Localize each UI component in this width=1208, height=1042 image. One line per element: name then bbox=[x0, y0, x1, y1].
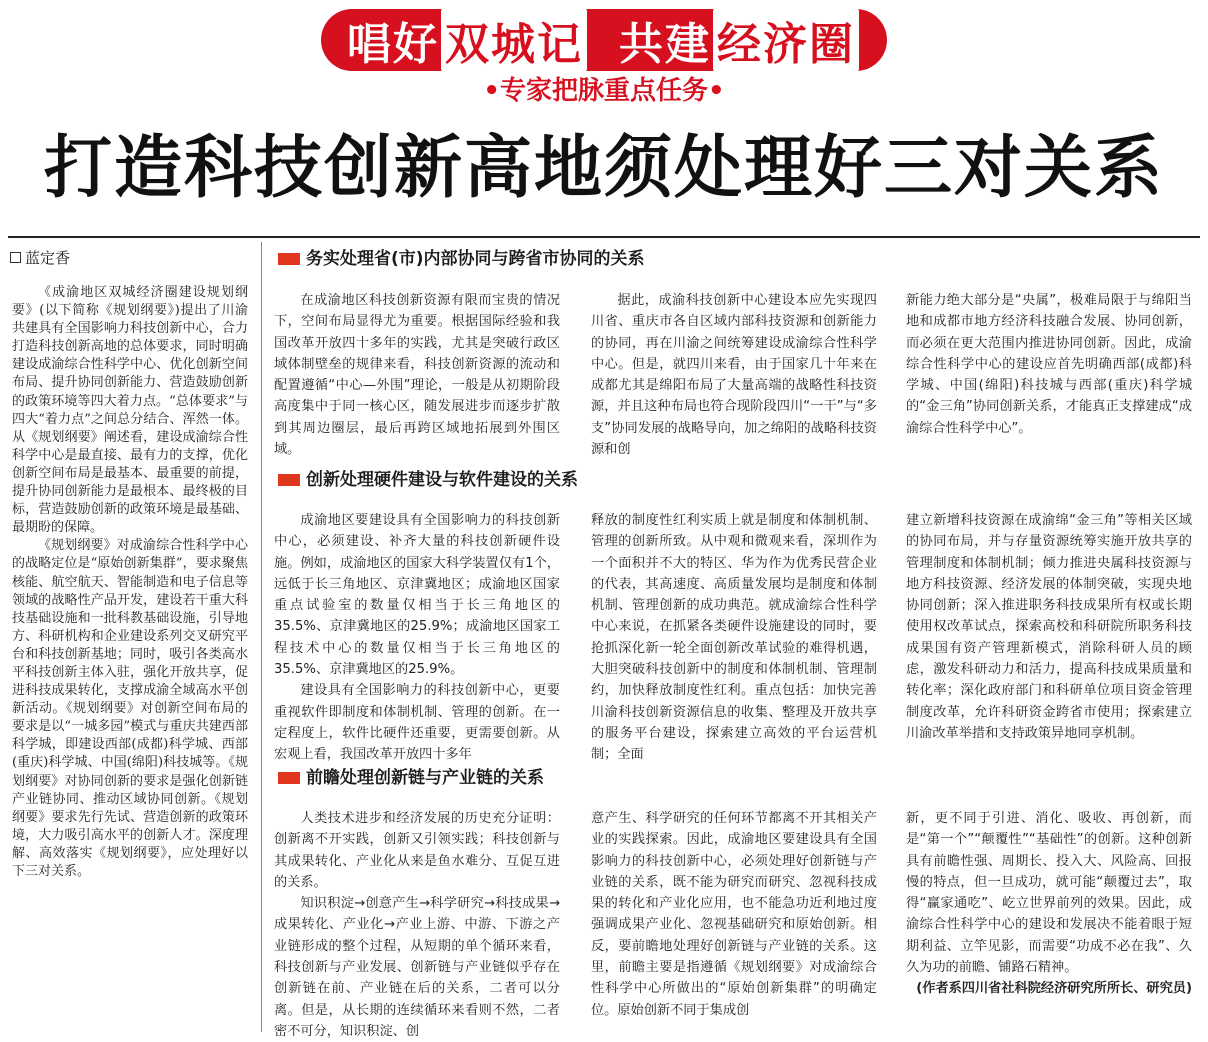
section-3-column-1 bbox=[274, 808, 560, 1039]
byline bbox=[10, 248, 70, 268]
section-1-column-1 bbox=[274, 290, 560, 460]
paragraph: 知识积淀→创意产生→科学研究→科技成果→成果转化、产业化→产业上游、中游、下游之产业链形成的整个过程，从短期的单个循环来看，科技创新与产业发展、创新链与产业链似乎存在创新链在前、产业链在后的关系，二者可以分离。但是，从长期的连续循环来看则不然，二者密不可分，知识积淀、创 bbox=[274, 896, 560, 1039]
section-2-column-2 bbox=[591, 510, 877, 763]
paragraph: 建设具有全国影响力的科技创新中心，更要重视软件即制度和体制机制、管理的创新。在一定程度上，软件比硬件还重要，更需要创新。从宏观上看，我国改革开放四十多年 bbox=[274, 683, 560, 763]
section-1-column-2 bbox=[591, 290, 877, 460]
section-3-column-2 bbox=[591, 808, 877, 1034]
section-2-column-3 bbox=[906, 510, 1192, 746]
section-marker-icon bbox=[278, 474, 300, 486]
column-divider bbox=[261, 242, 262, 1032]
paragraph: 据此，成渝科技创新中心建设本应先实现四川省、重庆市各自区域内部科技资源和创新能力的协同，再在川渝之间统筹建设成渝综合性科学中心。但是，就四川来看，由于国家几十年来在成都尤其是绵阳布局了大量高端的战略性科技资源，并且这种布局也符合现阶段四川“一干”与“多支”协同发展的战略导向，加之绵阳的战略科技资源和创 bbox=[591, 293, 877, 458]
paragraph: 成渝地区要建设具有全国影响力的科技创新中心，必须建设、补齐大量的科技创新硬件设施。例如，成渝地区的国家大科学装置仅有1个，远低于长三角地区、京津冀地区；成渝地区国家重点试验室的数量仅相当于长三角地区的35.5%、京津冀地区的25.9%；成渝地区国家工程技术中心的数量仅相当于长三角地区的35.5%、京津冀地区的25.9%。 bbox=[274, 513, 560, 678]
paragraph: 人类技术进步和经济发展的历史充分证明：创新离不开实践，创新又引领实践；科技创新与其成果转化、产业化从来是鱼水难分、互促互进的关系。 bbox=[274, 811, 560, 890]
paragraph: 新，更不同于引进、消化、吸收、再创新，而是“第一个”“颠覆性”“基础性”的创新。这种创新具有前瞻性强、周期长、投入大、风险高、回报慢的特点，但一旦成功，就可能“颠覆过去”，取得“赢家通吃”、屹立世界前列的效果。因此，成渝综合性科学中心的建设和发展决不能着眼于短期利益、立竿见影，而需要“功成不必在我”、久久为功的前瞻、铺路石精神。 bbox=[906, 811, 1192, 976]
paragraph: 建立新增科技资源在成渝绵“金三角”等相关区域的协同布局，并与存量资源统筹实施开放共享的管理制度和体制机制；倾力推进央属科技资源与地方科技资源、经济发展的体制突破，实现央地协同创新；深入推进职务科技成果所有权或长期使用权改革试点，探索高校和科研院所职务科技成果国有资产管理新模式，消除科研人员的顾虑，激发科研动力和活力，提高科技成果质量和转化率；深化政府部门和科研单位项目资金管理制度改革，允许科研资金跨省市使用；探索建立川渝改革举措和支持政策异地同享机制。 bbox=[906, 513, 1192, 741]
banner-text-1: 唱好 bbox=[347, 19, 439, 70]
section-heading-text: 务实处理省(市)内部协同与跨省市协同的关系 bbox=[306, 249, 645, 269]
section-2-column-1 bbox=[274, 510, 560, 763]
intro-paragraph: 《规划纲要》对成渝综合性科学中心的战略定位是“原始创新集群”，要求聚焦核能、航空航天、智能制造和电子信息等领域的战略性产品开发，建设若干重大科技基础设施和一批科教基础设施，引导地方、科研机构和企业建设系列交叉研究平台和科技创新基地；同时，吸引各类高水平科技创新主体入驻，强化开放共享，促进科技成果转化，支撑成渝全域高水平创新活动。《规划纲要》对创新空间布局的要求是以“一城多园”模式与重庆共建西部科学城，即建设西部(成都)科学城、西部(重庆)科学城、中国(绵阳)科技城等。《规划纲要》对协同创新的要求是强化创新链产业链协同、推动区域协同创新。《规划纲要》要求先行先试、营造创新的政策环境，大力吸引高水平的创新人才。深度理解、高效落实《规划纲要》，应处理好以下三对关系。 bbox=[12, 538, 248, 879]
paragraph: 意产生、科学研究的任何环节都离不开其相关产业的实践探索。因此，成渝地区要建设具有全国影响力的科技创新中心，必须处理好创新链与产业链的关系，既不能为研究而研究、忽视科技成果的转化和产业化应用，也不能急功近利地过度强调成果产业化、忽视基础研究和原始创新。相反，要前瞻地处理好创新链与产业链的关系。这里，前瞻主要是指遵循《规划纲要》对成渝综合性科学中心所做出的“原始创新集群”的明确定位。原始创新不同于集成创 bbox=[591, 811, 877, 1018]
section-heading bbox=[278, 468, 578, 492]
section-heading bbox=[278, 766, 544, 790]
section-marker-icon bbox=[278, 772, 300, 784]
section-marker-icon bbox=[278, 253, 300, 265]
column-banner bbox=[321, 9, 887, 71]
section-heading-text: 前瞻处理创新链与产业链的关系 bbox=[306, 768, 544, 788]
banner-emphasis-1: 双城记 bbox=[441, 8, 587, 72]
author-note: (作者系四川省社科院经济研究所所长、研究员) bbox=[916, 981, 1192, 997]
paragraph: 新能力绝大部分是“央属”，极难局限于与绵阳当地和成都市地方经济科技融合发展、协同创新，而必须在更大范围内推进协同创新。因此，成渝综合性科学中心的建设应首先明确西部(成都)科学城、中国(绵阳)科技城与西部(重庆)科学城的“金三角”协同创新关系，才能真正支撑建成“成渝综合性科学中心”。 bbox=[906, 293, 1192, 436]
section-heading-text: 创新处理硬件建设与软件建设的关系 bbox=[306, 470, 578, 490]
article-headline: 打造科技创新高地须处理好三对关系 bbox=[43, 129, 1164, 208]
byline-box-icon bbox=[10, 252, 21, 263]
section-3-column-3 bbox=[906, 808, 1192, 1034]
paragraph: 在成渝地区科技创新资源有限而宝贵的情况下，空间布局显得尤为重要。根据国际经验和我国改革开放四十多年的实践，尤其是突破行政区域体制壁垒的规律来看，科技创新资源的流动和配置遵循“中心—外围”理论，一般是从初期阶段高度集中于同一核心区，随发展进步而逐步扩散到其周边圈层，最后再跨区域地拓展到外围区域。 bbox=[274, 293, 560, 458]
intro-column bbox=[12, 284, 248, 1024]
intro-paragraph: 《成渝地区双城经济圈建设规划纲要》(以下简称《规划纲要》)提出了川渝共建具有全国影响力科技创新中心，合力打造科技创新高地的总体要求，同时明确建设成渝综合性科学中心、优化创新空间布局、提升协同创新能力、营造鼓励创新的政策环境等四大着力点。“总体要求”与四大“着力点”之间总分结合、浑然一体。从《规划纲要》阐述看，建设成渝综合性科学中心是最直接、最有力的支撑，优化创新空间布局是最基本、最重要的前提，提升协同创新能力是最根本、最终极的目标，营造鼓励创新的政策环境是最基础、最期盼的保障。 bbox=[12, 285, 248, 536]
headline-rule bbox=[8, 236, 1200, 238]
banner-emphasis-2: 经济圈 bbox=[713, 8, 859, 72]
author-name: 蓝定香 bbox=[25, 249, 71, 267]
column-subtitle: •专家把脉重点任务• bbox=[483, 76, 725, 106]
section-1-column-3 bbox=[906, 290, 1192, 460]
paragraph: 释放的制度性红利实质上就是制度和体制机制、管理的创新所致。从中观和微观来看，深圳作为一个面积并不大的特区、华为作为优秀民营企业的代表，其高速度、高质量发展均是制度和体制机制、管理创新的成功典范。就成渝综合性科学中心来说，在抓紧各类硬件设施建设的同时，要抢抓深化新一轮全面创新改革试验的难得机遇，大胆突破科技创新中的制度和体制机制、管理制约，加快释放制度性红利。重点包括：加快完善川渝科技创新资源信息的收集、整理及开放共享的服务平台建设，探索建立高效的平台运营机制；全面 bbox=[591, 513, 877, 763]
section-heading bbox=[278, 247, 645, 271]
banner-text-2: 共建 bbox=[619, 19, 711, 70]
